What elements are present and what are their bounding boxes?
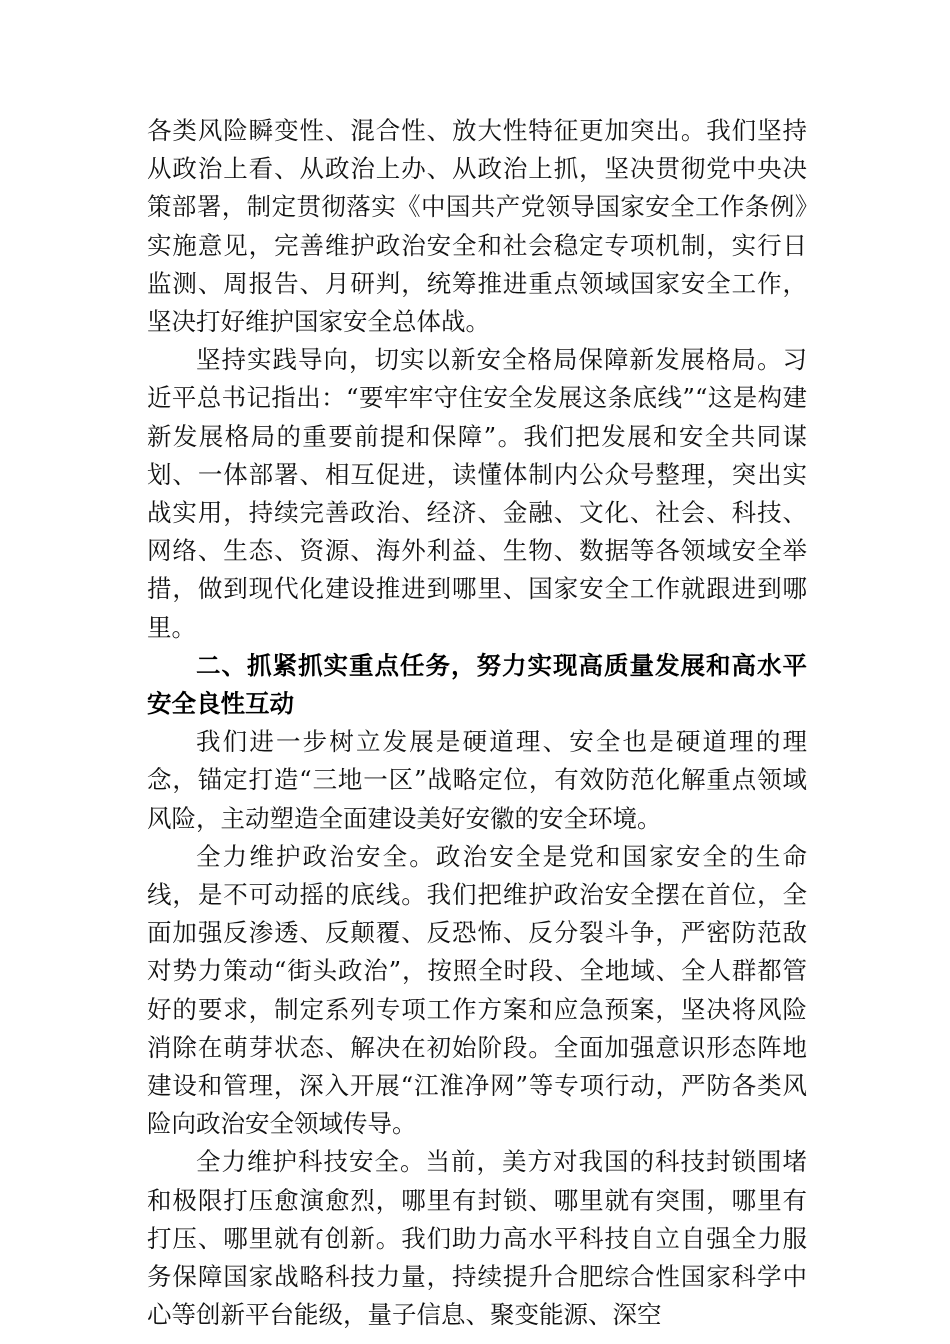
paragraph-development-concept: 我们进一步树立发展是硬道理、安全也是硬道理的理念，锚定打造“三地一区”战略定位，有效防范化解重点领域风险，主动塑造全面建设美好安徽的安全环境。 — [147, 727, 807, 833]
paragraph-political-security: 全力维护政治安全。政治安全是党和国家安全的生命线，是不可动摇的底线。我们把维护政治安全摆在首位，全面加强反渗透、反颠覆、反恐怖、反分裂斗争，严密防范敌对势力策动“街头政治”，按照全时段、全地域、全人群都管好的要求，制定系列专项工作方案和应急预案，坚决将风险消除在萌芽状态、解决在初始阶段。全面加强意识形态阵地建设和管理，深入开展“江淮净网”等专项行动，严防各类风险向政治安全领域传导。 — [147, 841, 807, 1139]
paragraph-risk-features: 各类风险瞬变性、混合性、放大性特征更加突出。我们坚持从政治上看、从政治上办、从政治上抓，坚决贯彻党中央决策部署，制定贯彻落实《中国共产党领导国家安全工作条例》实施意见，完善维护政治安全和社会稳定专项机制，实行日监测、周报告、月研判，统筹推进重点领域国家安全工作，坚决打好维护国家安全总体战。 — [147, 116, 807, 337]
section-heading: 二、抓紧抓实重点任务，努力实现高质量发展和高水平安全良性互动 — [147, 650, 807, 719]
paragraph-practice-orientation: 坚持实践导向，切实以新安全格局保障新发展格局。习近平总书记指出：“要牢牢守住安全发展这条底线”“这是构建新发展格局的重要前提和保障”。我们把发展和安全共同谋划、一体部署、相互促进，读懂体制内公众号整理，突出实战实用，持续完善政治、经济、金融、文化、社会、科技、网络、生态、资源、海外利益、生物、数据等各领域安全举措，做到现代化建设推进到哪里、国家安全工作就跟进到哪里。 — [147, 345, 807, 642]
paragraph-tech-security: 全力维护科技安全。当前，美方对我国的科技封锁围堵和极限打压愈演愈烈，哪里有封锁、哪里就有突围，哪里有打压、哪里就有创新。我们助力高水平科技自立自强全力服务保障国家战略科技力量，持续提升合肥综合性国家科学中心等创新平台能级，量子信息、聚变能源、深空 — [147, 1147, 807, 1330]
document-body — [147, 112, 807, 1335]
